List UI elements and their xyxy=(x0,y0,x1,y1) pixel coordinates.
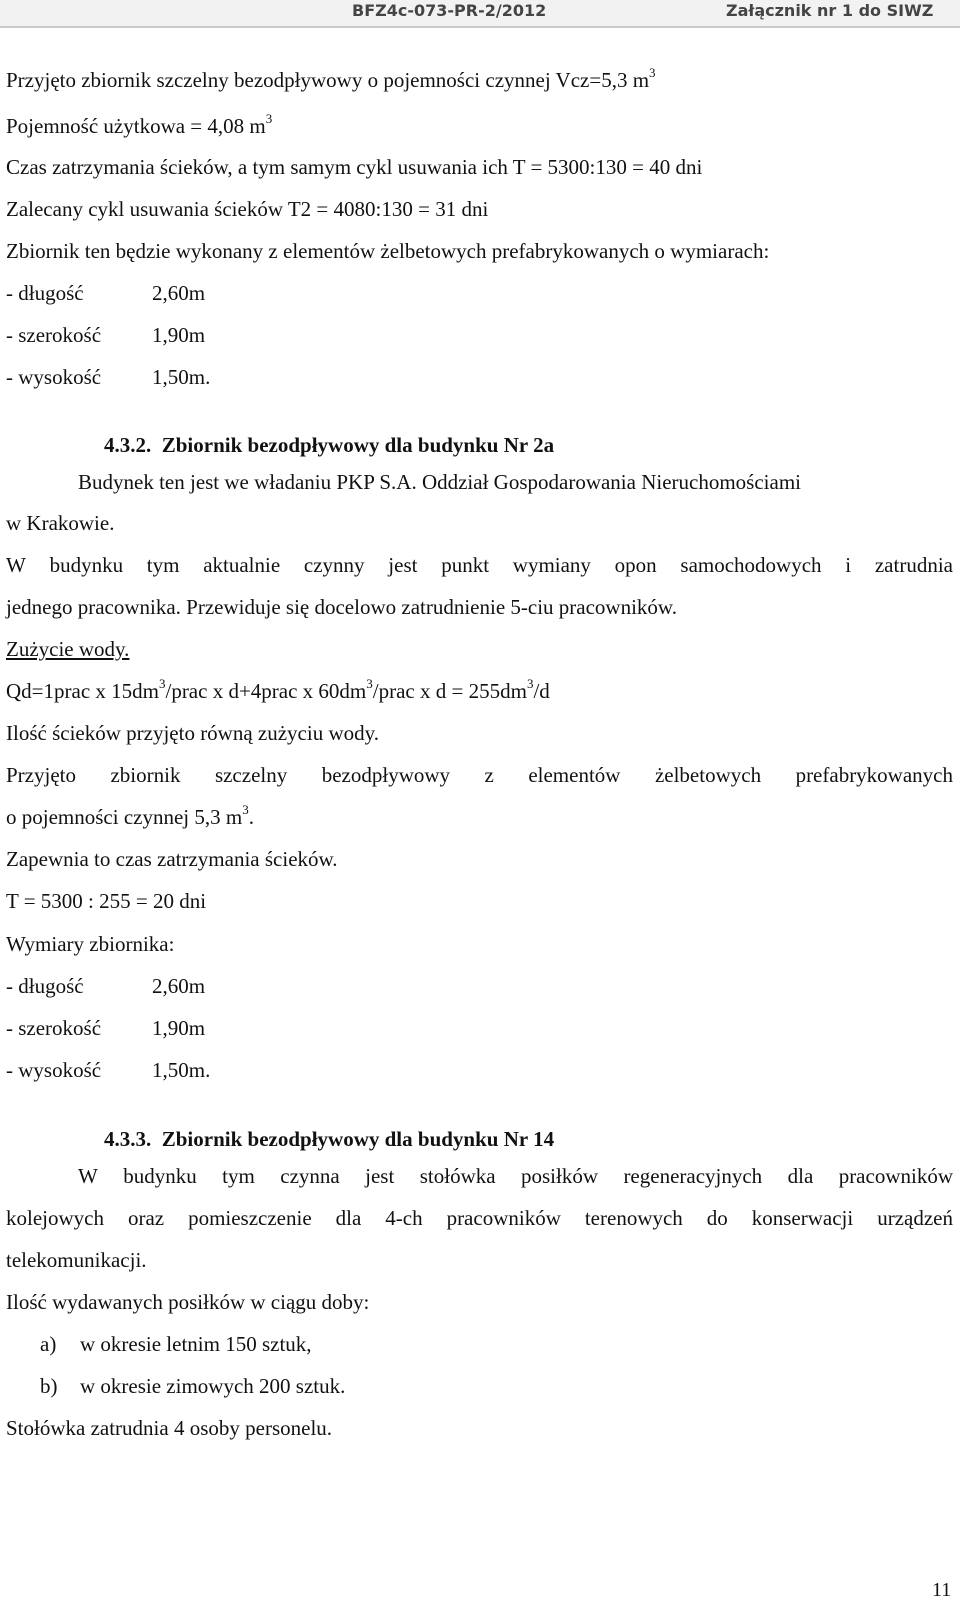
word: zbiornik xyxy=(110,763,181,787)
dimension-label: - długość xyxy=(6,281,84,305)
word: Przyjęto xyxy=(6,763,76,787)
tank-dimensions-title: Wymiary zbiornika: xyxy=(6,932,175,956)
tank-capacity-line: Przyjęto zbiornik szczelny bezodpływowy o pojemności czynnej Vcz=5,3 $m^3$ xyxy=(6,65,656,92)
list-item: w okresie zimowych 200 sztuk. xyxy=(80,1374,346,1398)
building-owner-line: Budynek ten jest we władaniu PKP S.A. Oddział Gospodarowania Nieruchomościami xyxy=(78,470,802,494)
building-owner-city: w Krakowie. xyxy=(6,511,115,535)
word: jest xyxy=(365,1164,395,1188)
word: tym xyxy=(222,1164,255,1188)
word: budynku xyxy=(123,1164,197,1188)
word: oraz xyxy=(127,1206,165,1230)
annex-label: Załącznik nr 1 do SIWZ xyxy=(726,1,934,20)
word: W xyxy=(78,1164,98,1188)
water-formula: Qd=1prac x $15dm^3$/prac x d+4prac x $60dm^3$/prac x $d = 255dm^3/d$ xyxy=(6,676,550,703)
section-heading-4-3-2: 4.3.2. Zbiornik bezodpływowy dla budynku Nr 2a xyxy=(104,433,555,457)
word: zatrudnia xyxy=(874,553,953,577)
list-item-marker: b) xyxy=(40,1374,58,1398)
word: samochodowych xyxy=(680,553,822,577)
word: budynku xyxy=(49,553,124,577)
retention-formula: T = 5300 : 255 = 20 dni xyxy=(6,889,207,913)
word: szczelny xyxy=(214,763,288,787)
word: opon xyxy=(614,553,657,577)
dimension-label: - wysokość xyxy=(6,365,102,389)
word: posiłków xyxy=(521,1164,599,1188)
section-heading-4-3-3: 4.3.3. Zbiornik bezodpływowy dla budynku Nr 14 xyxy=(104,1127,555,1151)
dimension-value: 1,50m. xyxy=(152,1058,211,1082)
tank-adopted-line xyxy=(6,763,953,787)
word: regeneracyjnych xyxy=(623,1164,763,1188)
water-consumption-heading: Zużycie wody. xyxy=(6,637,130,661)
word: aktualnie xyxy=(203,553,281,577)
list-item: w okresie letnim 150 sztuk, xyxy=(80,1332,312,1356)
usable-capacity-line: Pojemność użytkowa = 4,08 $m^3$ xyxy=(6,111,273,138)
word: terenowych xyxy=(584,1206,683,1230)
word: kolejowych xyxy=(6,1206,104,1230)
canteen-line-3: telekomunikacji. xyxy=(6,1248,147,1272)
retention-time-line: Czas zatrzymania ścieków, a tym samym cykl usuwania ich T = 5300:130 = 40 dni xyxy=(6,155,703,179)
word: dla xyxy=(787,1164,814,1188)
canteen-line xyxy=(78,1164,953,1188)
word: bezodpływowy xyxy=(321,763,451,787)
dimension-value: 1,90m xyxy=(152,1016,206,1040)
word: i xyxy=(845,553,852,577)
recommended-cycle-line: Zalecany cykl usuwania ścieków T2 = 4080:130 = 31 dni xyxy=(6,197,489,221)
page-number: 11 xyxy=(932,1579,952,1601)
employees-line: jednego pracownika. Przewiduje się docelowo zatrudnienie 5-ciu pracowników. xyxy=(6,595,677,619)
dimension-value: 1,50m. xyxy=(152,365,211,389)
word: żelbetowych xyxy=(654,763,762,787)
word: czynny xyxy=(303,553,365,577)
word: pracowników xyxy=(838,1164,953,1188)
dimension-value: 1,90m xyxy=(152,323,206,347)
word: punkt xyxy=(441,553,490,577)
word: W xyxy=(6,553,26,577)
list-item-marker: a) xyxy=(40,1332,57,1356)
word: prefabrykowanych xyxy=(795,763,953,787)
dimension-value: 2,60m xyxy=(152,281,206,305)
word: do xyxy=(706,1206,728,1230)
word: jest xyxy=(388,553,418,577)
canteen-staff-line: Stołówka zatrudnia 4 osoby personelu. xyxy=(6,1416,333,1440)
tank-construction-line: Zbiornik ten będzie wykonany z elementów żelbetowych prefabrykowanych o wymiarach: xyxy=(6,239,770,263)
word: elementów xyxy=(528,763,621,787)
canteen-line-2 xyxy=(6,1206,953,1230)
document-code: BFZ4c-073-PR-2/2012 xyxy=(352,1,547,20)
dimension-label: - szerokość xyxy=(6,323,102,347)
retention-assured-line: Zapewnia to czas zatrzymania ścieków. xyxy=(6,847,338,871)
page-header xyxy=(0,0,960,28)
word: wymiany xyxy=(512,553,591,577)
word: z xyxy=(484,763,494,787)
word: tym xyxy=(146,553,180,577)
word: 4-ch xyxy=(385,1206,423,1230)
word: dla xyxy=(335,1206,362,1230)
word: konserwacji xyxy=(751,1206,854,1230)
sewage-amount-line: Ilość ścieków przyjęto równą zużyciu wody. xyxy=(6,721,380,745)
dimension-label: - długość xyxy=(6,974,84,998)
word: stołówka xyxy=(419,1164,496,1188)
word: pracowników xyxy=(446,1206,561,1230)
word: pomieszczenie xyxy=(188,1206,312,1230)
meals-count-line: Ilość wydawanych posiłków w ciągu doby: xyxy=(6,1290,370,1314)
building-usage-line xyxy=(6,553,953,577)
tank-capacity-line-2: o pojemności czynnej 5,3 $m^3$. xyxy=(6,802,254,829)
word: czynna xyxy=(280,1164,340,1188)
word: urządzeń xyxy=(877,1206,953,1230)
dimension-value: 2,60m xyxy=(152,974,206,998)
dimension-label: - szerokość xyxy=(6,1016,102,1040)
dimension-label: - wysokość xyxy=(6,1058,102,1082)
